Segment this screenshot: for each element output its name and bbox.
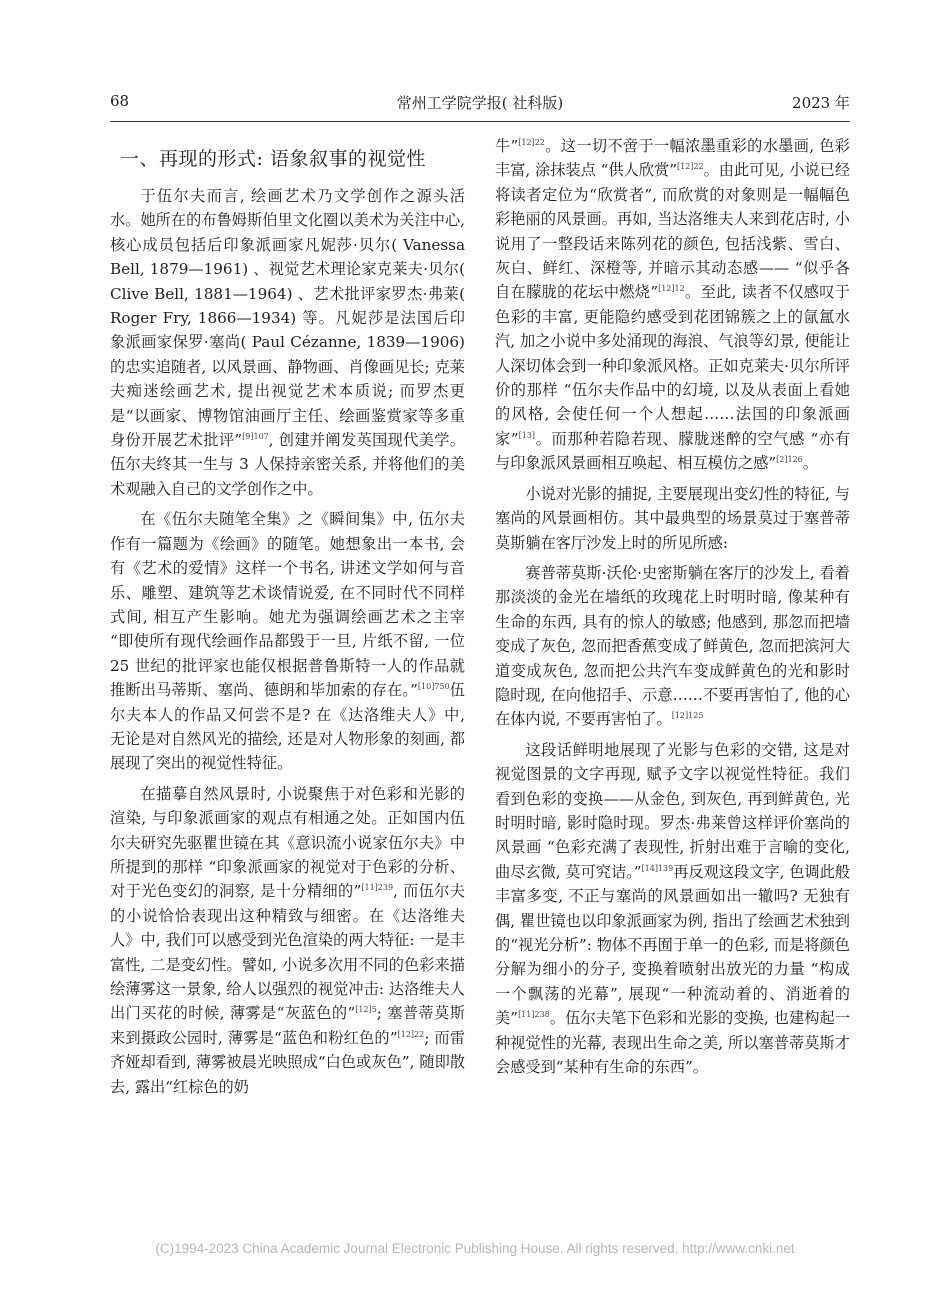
citation[interactable]: [12]5 — [355, 1005, 377, 1015]
journal-title: 常州工学院学报( 社科版) — [396, 94, 564, 112]
citation[interactable]: [13] — [518, 430, 536, 440]
text: , 创建并阐发英国现代美学。伍尔夫终其一生与 3 人保持亲密关系, 并将他们的美术观融入自己的文学创作之中。 — [110, 431, 466, 498]
section-heading: 一、再现的形式: 语象叙事的视觉性 — [120, 148, 426, 170]
citation[interactable]: [11]238 — [518, 1010, 550, 1020]
citation[interactable]: [12]12 — [658, 284, 685, 294]
text: 于伍尔夫而言, 绘画艺术乃文学创作之源头活水。她所在的布鲁姆斯伯里文化圈以美术为关注中心, 核心成员包括后印象派画家凡妮莎·贝尔( Vanessa Bell, 1879—1961) 、视觉艺术理论家克莱夫·贝尔( Clive Bell, 1881—1964) 、艺术批评家罗杰·弗莱( Roger Fry, 1866—1934) 等。凡妮莎是法国后印象派画家保罗·塞尚( Paul Cézanne, 1839—1906) 的忠实追随者, 以风景画、静物画、肖像画见长; 克莱夫痴迷绘画艺术, 提出视觉艺术本质说; 而罗杰更是“以画家、博物馆油画厅主任、绘画鉴赏家等多重身份开展艺术批评” — [110, 187, 465, 450]
text: 伍尔夫本人的作品又何尝不是? 在《达洛维夫人》中, 无论是对自然风光的描绘, 还是对人物形象的刻画, 都展现了突出的视觉性特征。 — [110, 681, 465, 773]
citation[interactable]: [10]750 — [417, 682, 450, 692]
right-column — [495, 134, 850, 1079]
citation[interactable]: [12]22 — [676, 162, 704, 172]
citation[interactable]: [2]126 — [776, 455, 803, 465]
text: 在《伍尔夫随笔全集》之《瞬间集》中, 伍尔夫作有一篇题为《绘画》的随笔。她想象出一本书, 会有《艺术的爱情》这样一个书名, 讲述文学如何与音乐、雕塑、建筑等艺术谈情说爱, 在不同时代不同样式间, 相互产生影响。她尤为强调绘画艺术之主宰 “即使所有现代绘画作品都毁于一旦, 片纸不留, 一位 25 世纪的批评家也能仅根据普鲁斯特一人的作品就推断出马蒂斯、塞尚、德朗和毕加索的存在。” — [110, 510, 465, 700]
paragraph — [495, 134, 850, 476]
text: 。这一切不啻于一幅浓墨重彩的水墨画, 色彩丰富, 涂抹装点 “供人欣赏” — [495, 137, 850, 180]
citation[interactable]: [9]107 — [242, 432, 269, 442]
text: 牛” — [495, 137, 519, 155]
publication-year: 2023 年 — [792, 94, 850, 112]
left-column — [110, 134, 465, 1099]
text: ; 塞普蒂莫斯来到摄政公园时, 薄雾是“蓝色和粉红色的” — [110, 1004, 465, 1047]
text: 小说对光影的捕捉, 主要展现出变幻性的特征, 与塞尚的风景画相仿。其中最典型的场景莫过于塞普蒂莫斯躺在客厅沙发上时的所见所感: — [495, 484, 850, 552]
citation[interactable]: [14]139 — [641, 863, 674, 873]
running-header — [110, 84, 850, 118]
text: , 而伍尔夫的小说恰恰表现出这种精致与细密。在《达洛维夫人》中, 我们可以感受到光色渲染的两大特征: 一是丰富性, 二是变幻性。譬如, 小说多次用不同的色彩来描绘薄雾这一景象, 给人以强烈的视觉冲击: 达洛维夫人出门买花的时候, 薄雾是“灰蓝色的” — [110, 882, 465, 1023]
text: 在描摹自然风景时, 小说聚焦于对色彩和光影的渲染, 与印象派画家的观点有相通之处。正如国内伍尔夫研究先驱瞿世镜在其《意识流小说家伍尔夫》中所提到的那样 “印象派画家的视觉对于色彩的分析、对于光色变幻的洞察, 是十分精细的” — [110, 784, 465, 901]
paragraph — [110, 184, 465, 501]
text: 。至此, 读者不仅感叹于色彩的丰富, 更能隐约感受到花团锦簇之上的氤氲水汽, 加之小说中多处涌现的海浪、气浪等幻景, 便能让人深切体会到一种印象派风格。正如克莱夫·贝尔所评价的那样 “伍尔夫作品中的幻境, 以及从表面上看她的风格, 会使任何一个人想起……法国的印象派画家” — [495, 283, 850, 448]
paragraph — [110, 782, 465, 1099]
text: ; 而雷齐娅却看到, 薄雾被晨光映照成“白色或灰色”, 随即散去, 露出“红棕色的奶 — [110, 1028, 466, 1096]
copyright-footer: (C)1994-2023 China Academic Journal Electronic Publishing House. All rights reserved. http://www.cnki.net — [155, 1241, 795, 1256]
citation[interactable]: [12]22 — [397, 1029, 425, 1039]
page-number: 68 — [110, 92, 130, 110]
text: 。 — [802, 454, 818, 473]
citation[interactable]: [11]239 — [361, 883, 394, 893]
text: 。而那种若隐若现、朦胧迷醉的空气感 “亦有与印象派风景画相互唤起、相互模仿之感” — [495, 429, 851, 473]
text: 。由此可见, 小说已经将读者定位为“欣赏者”, 而欣赏的对象则是一幅幅色彩艳丽的风景画。再如, 当达洛维夫人来到花店时, 小说用了一整段话来陈列花的颜色, 包括浅紫、雪白、灰白、鲜红、深橙等, 并暗示其动态感—— “似乎各自在朦胧的花坛中燃烧” — [495, 161, 851, 302]
paragraph — [495, 482, 850, 555]
text: 再反观这段文字, 色调此般丰富多变, 不正与塞尚的风景画如出一辙吗? 无独有偶, 瞿世镜也以印象派画家为例, 指出了绘画艺术独到的“视光分析”: 物体不再囿于单一的色彩, 而是将颜色分解为细小的分子, 变换着喷射出放光的力量 “构成一个飘荡的光幕”, 展现“一种流动着的、消逝着的美” — [495, 862, 851, 1028]
paragraph — [110, 507, 465, 775]
citation[interactable]: [12]125 — [671, 711, 704, 721]
text: 赛普蒂莫斯·沃伦·史密斯躺在客厅的沙发上, 看着那淡淡的金光在墙纸的玫瑰花上时明时暗, 像某种有生命的东西, 具有的惊人的敏感; 他感到, 那忽而把墙变成了灰色, 忽而把香蕉变成了鲜黄色, 忽而把滨河大道变成灰色, 忽而把公共汽车变成鲜黄色的光和影时隐时现, 在向他招手、示意……不要再害怕了, 他的心在体内说, 不要再害怕了。 — [495, 563, 850, 729]
header-rule — [110, 121, 850, 122]
text: 这段话鲜明地展现了光影与色彩的交错, 这是对视觉图景的文字再现, 赋予文字以视觉性特征。我们看到色彩的变换——从金色, 到灰色, 再到鲜黄色, 光时明时暗, 影时隐时现。罗杰·弗莱曾这样评价塞尚的风景画 “色彩充满了表现性, 折射出难于言喻的变化, 曲尽玄微, 莫可究诘。” — [495, 740, 850, 881]
block-quote — [495, 561, 850, 732]
citation[interactable]: [12]22 — [518, 138, 545, 147]
text: 。伍尔夫笔下色彩和光影的变换, 也建构起一种视觉性的光幕, 表现出生命之美, 所以塞普蒂莫斯才会感受到“某种有生命的东西”。 — [495, 1009, 851, 1077]
paragraph — [495, 738, 850, 1080]
